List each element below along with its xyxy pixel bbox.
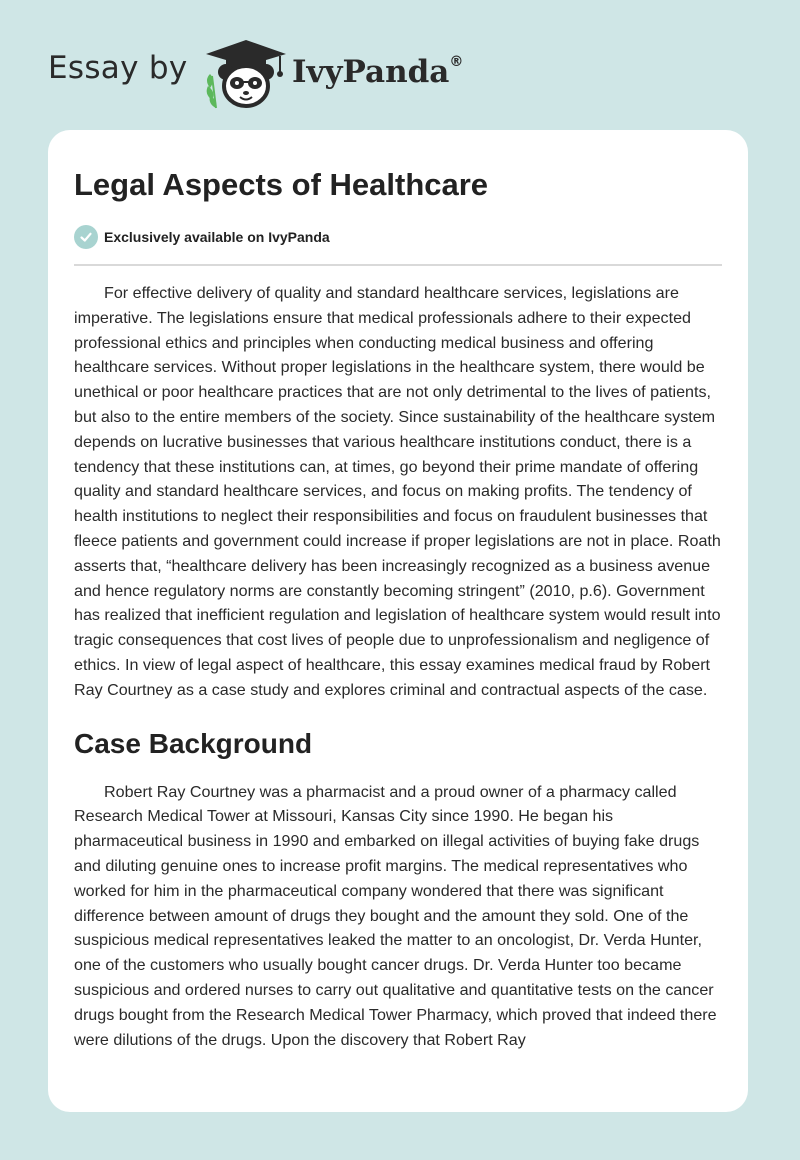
site-header [48,34,508,110]
article-card [48,130,748,1112]
essay-by-label: Essay by [48,50,188,86]
exclusive-badge [74,222,722,252]
check-circle-icon [74,225,98,249]
title-divider [74,264,722,266]
brand-name[interactable] [292,54,463,90]
section-heading: Case Background [74,727,313,759]
brand-text: IvyPanda [292,54,450,90]
exclusive-badge-text: Exclusively available on IvyPanda [104,229,330,245]
article-title: Legal Aspects of Healthcare [74,167,489,202]
panda-graduate-logo-icon[interactable] [200,34,292,110]
intro-paragraph: For effective delivery of quality and standard healthcare services, legislations are imperative. The legislations ensure that medical professionals adhere to their expected professional ethics and principles when conducting medical business and offering healthcare services. Without proper legislations in the healthcare system, there would be unethical or poor healthcare practices that are not only detrimental to the lives of patients, but also to the entire members of the society. Since sustainability of the healthcare system depends on lucrative businesses that various healthcare institutions conduct, there is a tendency that these institutions can, at times, go beyond their prime mandate of offering quality and standard healthcare services, and focus on making profits. The tendency of health institutions to neglect their responsibilities and focus on fraudulent businesses that fleece patients and government could increase if proper legislations are not in place. Roath asserts that, “healthcare delivery has been increasingly recognized as a business avenue and hence regulatory norms are constantly becoming stringent” (2010, p.6). Government has realized that inefficient regulation and legislation of healthcare system would result into tragic consequences that cost lives of people due to unprofessionalism and negligence of ethics. In view of legal aspect of healthcare, this essay examines medical fraud by Robert Ray Courtney as a case study and explores criminal and contractual aspects of the case. [74,284,721,699]
registered-mark: ® [449,54,464,70]
case-background-paragraph: Robert Ray Courtney was a pharmacist and a proud owner of a pharmacy called Research Medical Tower at Missouri, Kansas City since 1990. He began his pharmaceutical business in 1990 and embarked on illegal activities of buying fake drugs and diluting genuine ones to increase profit margins. The medical representatives who worked for him in the pharmaceutical company wondered that there was significant difference between amount of drugs they bought and the amount they sold. One of the suspicious medical representatives leaked the matter to an oncologist, Dr. Verda Hunter, one of the customers who usually bought cancer drugs. Dr. Verda Hunter too became suspicious and ordered nurses to carry out qualitative and quantitative tests on the cancer drugs bought from the Research Medical Tower Pharmacy, which proved that indeed there were dilutions of the drugs. Upon the discovery that Robert Ray [74,782,717,1049]
